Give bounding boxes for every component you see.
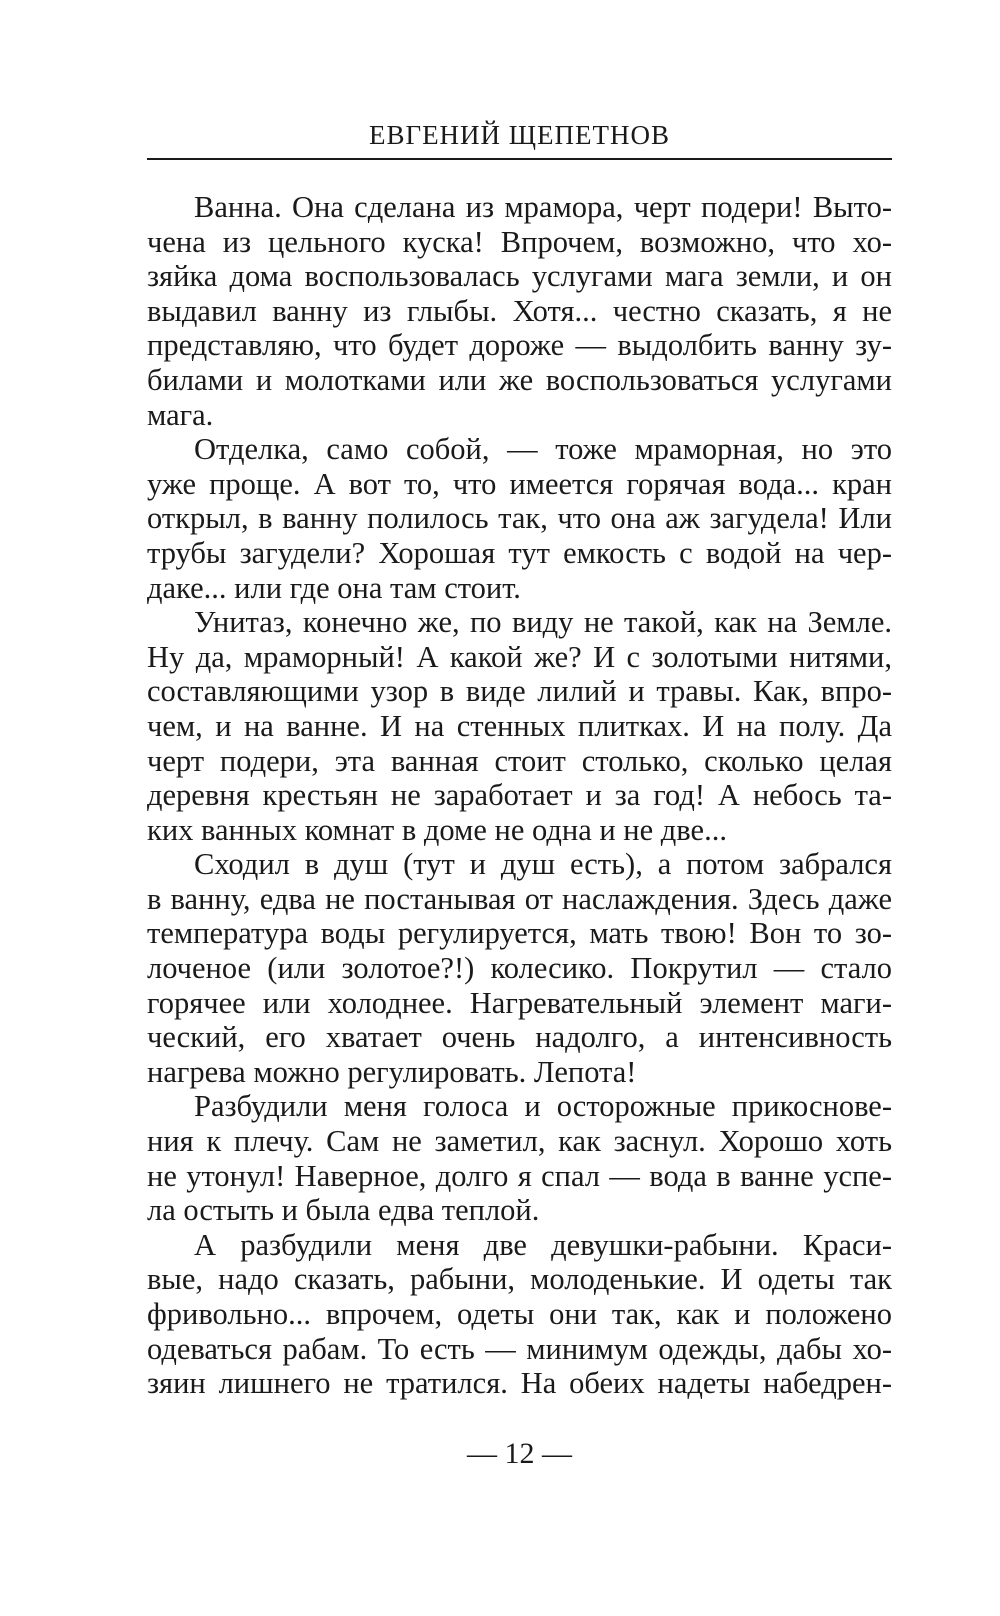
text-line: фривольно... впрочем, одеты они так, как и положено bbox=[147, 1297, 892, 1331]
page-number: — 12 — bbox=[467, 1437, 572, 1470]
text-line: в ванну, едва не постанывая от наслаждения. Здесь даже bbox=[147, 881, 892, 916]
text-line: зяйка дома воспользовалась услугами мага земли, и он bbox=[147, 259, 892, 294]
text-line: ла остыть и была едва теплой. bbox=[147, 1193, 540, 1228]
running-head: ЕВГЕНИЙ ЩЕПЕТНОВ bbox=[368, 120, 671, 150]
text-line: чем, и на ванне. И на стенных плитках. И на полу. Да bbox=[147, 708, 892, 743]
text-line: одеваться рабам. То есть — минимум одежды, дабы хо- bbox=[147, 1331, 892, 1366]
text-line: Разбудили меня голоса и осторожные прикоснове- bbox=[194, 1089, 892, 1124]
text-line: черт подери, эта ванная стоит столько, сколько целая bbox=[147, 743, 892, 778]
text-line: Сходил в душ (тут и душ есть), а потом забрался bbox=[194, 847, 892, 882]
text-line: ния к плечу. Сам не заметил, как заснул. Хорошо хоть bbox=[147, 1124, 892, 1159]
text-line: горячее или холоднее. Нагревательный элемент маги- bbox=[147, 985, 892, 1020]
text-line: билами и молотками или же воспользоваться услугами bbox=[147, 362, 892, 397]
text-line: составляющими узор в виде лилий и травы. Как, впро- bbox=[147, 674, 892, 709]
text-line: ких ванных комнат в доме не одна и не две... bbox=[147, 812, 727, 847]
text-line: зяин лишнего не тратился. На обеих надеты набедрен- bbox=[147, 1366, 892, 1401]
text-line: Ну да, мраморный! А какой же? И с золотыми нитями, bbox=[147, 639, 892, 674]
text-line: выдавил ванну из глыбы. Хотя... честно сказать, я не bbox=[147, 293, 892, 328]
text-line: открыл, в ванну полилось так, что она аж загудела! Или bbox=[147, 501, 892, 536]
text-line: ческий, его хватает очень надолго, а интенсивность bbox=[147, 1020, 892, 1055]
text-line: деревня крестьян не заработает и за год! А небось та- bbox=[147, 778, 892, 813]
header-rule bbox=[147, 158, 892, 160]
paragraph bbox=[147, 190, 892, 432]
text-line: температура воды регулируется, мать твою! Вон то зо- bbox=[147, 916, 892, 951]
text-line: не утонул! Наверное, долго я спал — вода в ванне успе- bbox=[147, 1158, 892, 1193]
paragraph bbox=[147, 1228, 892, 1401]
text-line: Отделка, само собой, — тоже мраморная, но это bbox=[194, 432, 892, 467]
text-line: трубы загудели? Хорошая тут емкость с водой на чер- bbox=[147, 535, 892, 570]
text-line: представляю, что будет дороже — выдолбить ванну зу- bbox=[147, 328, 892, 363]
text-line: лоченое (или золотое?!) колесико. Покрутил — стало bbox=[147, 951, 892, 986]
text-line: чена из цельного куска! Впрочем, возможно, что хо- bbox=[147, 224, 892, 259]
text-line: вые, надо сказать, рабыни, молоденькие. И одеты так bbox=[147, 1262, 892, 1297]
text-line: Ванна. Она сделана из мрамора, черт подери! Выто- bbox=[194, 190, 892, 224]
text-line: мага. bbox=[147, 397, 214, 432]
paragraph bbox=[147, 432, 892, 605]
text-line: нагрева можно регулировать. Лепота! bbox=[147, 1054, 637, 1089]
text-body bbox=[147, 190, 892, 1401]
text-line: Унитаз, конечно же, по виду не такой, как на Земле. bbox=[194, 605, 892, 640]
paragraph bbox=[147, 1089, 892, 1227]
paragraph bbox=[147, 605, 892, 847]
text-line: даке... или где она там стоит. bbox=[147, 570, 521, 605]
text-line: А разбудили меня две девушки-рабыни. Краси- bbox=[194, 1227, 892, 1262]
paragraph bbox=[147, 847, 892, 1089]
text-line: уже проще. А вот то, что имеется горячая вода... кран bbox=[147, 466, 892, 501]
